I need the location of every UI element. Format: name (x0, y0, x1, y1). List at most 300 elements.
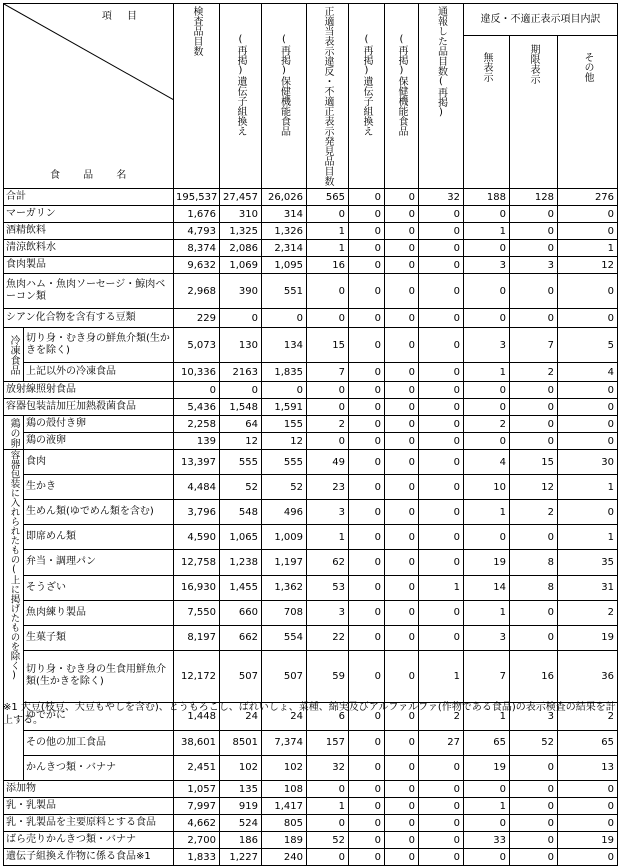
value-cell: 507 (262, 650, 307, 702)
value-cell: 1 (464, 223, 510, 240)
food-name: ゆでがに (24, 702, 174, 730)
value-cell: 0 (464, 206, 510, 223)
value-cell: 64 (220, 416, 262, 433)
table-row (4, 328, 618, 363)
value-cell: 0 (349, 832, 385, 849)
value-cell: 0 (385, 399, 419, 416)
value-cell: 0 (464, 240, 510, 257)
table-row (4, 600, 618, 625)
table-row (4, 274, 618, 309)
value-cell: 102 (220, 755, 262, 780)
breakdown-header: 違反・不適正表示項目内訳 (464, 4, 618, 36)
value-cell: 0 (385, 755, 419, 780)
value-cell: 1,448 (174, 702, 220, 730)
food-name: 容器包装詰加圧加熱殺菌食品 (4, 399, 174, 416)
col-health-header: (再掲)保健機能食品 (262, 4, 307, 189)
value-cell: 0 (385, 328, 419, 363)
value-cell: 0 (307, 433, 349, 450)
value-cell: 157 (307, 730, 349, 755)
value-cell: 13 (558, 755, 618, 780)
food-name: 切り身・むき身の鮮魚介類(生かきを除く) (24, 328, 174, 363)
value-cell: 1,095 (262, 257, 307, 274)
value-cell: 8 (510, 550, 558, 575)
value-cell: 0 (307, 309, 349, 328)
table-row (4, 781, 618, 798)
value-cell: 0 (464, 815, 510, 832)
value-cell: 35 (558, 550, 618, 575)
value-cell: 0 (419, 274, 464, 309)
table-row (4, 730, 618, 755)
value-cell: 0 (385, 815, 419, 832)
value-cell: 3 (464, 625, 510, 650)
food-name: その他の加工食品 (24, 730, 174, 755)
value-cell: 65 (558, 730, 618, 755)
value-cell: 0 (349, 849, 385, 866)
value-cell: 1 (558, 240, 618, 257)
value-cell: 102 (262, 755, 307, 780)
value-cell: 0 (385, 363, 419, 382)
value-cell: 1,833 (174, 849, 220, 866)
food-name: 魚肉ハム・魚肉ソーセージ・鯨肉ベーコン類 (4, 274, 174, 309)
table-row (4, 450, 618, 475)
table-row (4, 206, 618, 223)
value-cell: 0 (349, 815, 385, 832)
value-cell: 0 (419, 525, 464, 550)
value-cell: 135 (220, 781, 262, 798)
food-name: 乳・乳製品を主要原料とする食品 (4, 815, 174, 832)
value-cell: 19 (464, 755, 510, 780)
value-cell: 0 (349, 274, 385, 309)
value-cell: 19 (464, 550, 510, 575)
food-name: 鶏の液卵 (24, 433, 174, 450)
value-cell: 2,451 (174, 755, 220, 780)
value-cell: 0 (385, 206, 419, 223)
value-cell: 0 (307, 206, 349, 223)
col-expiry-header: 期限表示 (510, 36, 558, 189)
group-label: 冷凍食品 (8, 334, 19, 375)
value-cell: 0 (419, 600, 464, 625)
value-cell: 0 (385, 240, 419, 257)
value-cell: 155 (262, 416, 307, 433)
value-cell: 0 (262, 382, 307, 399)
value-cell: 0 (419, 781, 464, 798)
value-cell: 524 (220, 815, 262, 832)
value-cell: 5 (558, 328, 618, 363)
value-cell: 0 (510, 206, 558, 223)
value-cell: 0 (419, 382, 464, 399)
value-cell: 62 (307, 550, 349, 575)
value-cell: 314 (262, 206, 307, 223)
value-cell: 1,835 (262, 363, 307, 382)
value-cell: 27,457 (220, 189, 262, 206)
food-name: シアン化合物を含有する豆類 (4, 309, 174, 328)
value-cell: 0 (419, 832, 464, 849)
value-cell: 1 (464, 702, 510, 730)
value-cell: 2,314 (262, 240, 307, 257)
value-cell: 0 (510, 832, 558, 849)
value-cell: 0 (464, 399, 510, 416)
value-cell: 0 (349, 525, 385, 550)
value-cell: 0 (510, 781, 558, 798)
value-cell: 14 (464, 575, 510, 600)
value-cell: 1 (464, 798, 510, 815)
value-cell: 7 (464, 650, 510, 702)
table-row (4, 399, 618, 416)
value-cell: 26,026 (262, 189, 307, 206)
value-cell: 0 (558, 798, 618, 815)
value-cell: 0 (385, 189, 419, 206)
value-cell: 0 (349, 189, 385, 206)
value-cell: 0 (510, 416, 558, 433)
value-cell: 0 (307, 815, 349, 832)
value-cell: 2 (510, 500, 558, 525)
food-name: 切り身・むき身の生食用鮮魚介類(生かきを除く) (24, 650, 174, 702)
value-cell: 0 (385, 550, 419, 575)
food-name-label: 食 品 名 (50, 170, 137, 181)
value-cell: 0 (419, 257, 464, 274)
value-cell: 7,550 (174, 600, 220, 625)
total-label: 合計 (4, 189, 174, 206)
value-cell: 38,601 (174, 730, 220, 755)
header-row-1 (4, 4, 618, 36)
value-cell: 186 (220, 832, 262, 849)
food-name: 乳・乳製品 (4, 798, 174, 815)
value-cell: 195,537 (174, 189, 220, 206)
value-cell: 0 (419, 550, 464, 575)
value-cell: 0 (385, 257, 419, 274)
value-cell: 1,362 (262, 575, 307, 600)
value-cell: 0 (349, 600, 385, 625)
food-name: 食肉製品 (4, 257, 174, 274)
value-cell: 0 (349, 309, 385, 328)
food-name: 弁当・調理パン (24, 550, 174, 575)
food-name: 生かき (24, 475, 174, 500)
value-cell: 0 (349, 781, 385, 798)
value-cell: 0 (385, 600, 419, 625)
value-cell: 0 (385, 781, 419, 798)
value-cell: 0 (510, 309, 558, 328)
table-row (4, 525, 618, 550)
value-cell: 4,484 (174, 475, 220, 500)
value-cell: 7,997 (174, 798, 220, 815)
value-cell: 0 (419, 798, 464, 815)
table-row (4, 815, 618, 832)
value-cell: 0 (307, 382, 349, 399)
value-cell: 36 (558, 650, 618, 702)
col-vhealth-header: (再掲)保健機能食品 (385, 4, 419, 189)
value-cell: 1,455 (220, 575, 262, 600)
value-cell: 8,197 (174, 625, 220, 650)
table-row (4, 849, 618, 866)
value-cell: 0 (558, 274, 618, 309)
value-cell: 496 (262, 500, 307, 525)
value-cell: 0 (558, 223, 618, 240)
value-cell: 0 (385, 798, 419, 815)
value-cell: 0 (307, 399, 349, 416)
value-cell: 0 (419, 223, 464, 240)
value-cell: 2 (307, 416, 349, 433)
value-cell: 390 (220, 274, 262, 309)
value-cell: 59 (307, 650, 349, 702)
value-cell: 13,397 (174, 450, 220, 475)
value-cell: 2 (419, 702, 464, 730)
value-cell: 0 (464, 309, 510, 328)
value-cell: 0 (349, 223, 385, 240)
value-cell: 12 (220, 433, 262, 450)
value-cell: 2 (558, 702, 618, 730)
value-cell: 0 (464, 274, 510, 309)
table-row (4, 309, 618, 328)
value-cell: 0 (558, 382, 618, 399)
food-name: 放射線照射食品 (4, 382, 174, 399)
col-none-header: 無表示 (464, 36, 510, 189)
value-cell: 0 (349, 433, 385, 450)
value-cell: 0 (419, 309, 464, 328)
value-cell: 0 (558, 433, 618, 450)
value-cell: 1 (419, 575, 464, 600)
value-cell: 0 (349, 575, 385, 600)
value-cell: 5,436 (174, 399, 220, 416)
food-name: 鶏の殻付き卵 (24, 416, 174, 433)
value-cell: 2,086 (220, 240, 262, 257)
value-cell: 0 (349, 650, 385, 702)
value-cell: 240 (262, 849, 307, 866)
value-cell: 2163 (220, 363, 262, 382)
value-cell: 565 (307, 189, 349, 206)
value-cell: 1,417 (262, 798, 307, 815)
value-cell: 0 (510, 755, 558, 780)
value-cell: 0 (558, 849, 618, 866)
value-cell: 16,930 (174, 575, 220, 600)
group-label: 容器包装に入れられたもの(上に掲げたものを除く) (8, 450, 20, 681)
value-cell: 1 (464, 500, 510, 525)
value-cell: 0 (419, 500, 464, 525)
value-cell: 0 (349, 798, 385, 815)
value-cell: 1,197 (262, 550, 307, 575)
value-cell: 555 (220, 450, 262, 475)
diagonal-line (4, 4, 174, 100)
value-cell: 4 (464, 450, 510, 475)
value-cell: 0 (419, 625, 464, 650)
value-cell: 32 (307, 755, 349, 780)
table-row (4, 832, 618, 849)
table-row (4, 416, 618, 433)
value-cell: 12 (262, 433, 307, 450)
value-cell: 2 (510, 363, 558, 382)
value-cell: 1 (464, 600, 510, 625)
value-cell: 31 (558, 575, 618, 600)
value-cell: 0 (385, 382, 419, 399)
value-cell: 0 (220, 382, 262, 399)
food-name: ばら売りかんきつ類・バナナ (4, 832, 174, 849)
value-cell: 1,065 (220, 525, 262, 550)
value-cell: 1,238 (220, 550, 262, 575)
col-vgm-header: (再掲)遺伝子組換え (349, 4, 385, 189)
table-row (4, 625, 618, 650)
value-cell: 52 (510, 730, 558, 755)
value-cell: 52 (262, 475, 307, 500)
value-cell: 1,227 (220, 849, 262, 866)
value-cell: 662 (220, 625, 262, 650)
table-row (4, 257, 618, 274)
value-cell: 0 (349, 450, 385, 475)
food-name: 生めん類(ゆでめん類を含む) (24, 500, 174, 525)
table-row (4, 475, 618, 500)
value-cell: 0 (262, 309, 307, 328)
value-cell: 554 (262, 625, 307, 650)
value-cell: 16 (307, 257, 349, 274)
value-cell: 0 (349, 755, 385, 780)
table-row (4, 798, 618, 815)
value-cell: 0 (464, 382, 510, 399)
value-cell: 551 (262, 274, 307, 309)
value-cell: 2,700 (174, 832, 220, 849)
value-cell: 0 (558, 206, 618, 223)
value-cell: 0 (349, 257, 385, 274)
value-cell: 188 (464, 189, 510, 206)
value-cell: 15 (307, 328, 349, 363)
value-cell: 0 (510, 382, 558, 399)
value-cell: 0 (349, 399, 385, 416)
value-cell: 1 (307, 798, 349, 815)
value-cell: 0 (349, 328, 385, 363)
value-cell: 0 (419, 475, 464, 500)
food-name: マーガリン (4, 206, 174, 223)
table-row (4, 500, 618, 525)
value-cell: 0 (385, 650, 419, 702)
value-cell: 52 (307, 832, 349, 849)
value-cell: 65 (464, 730, 510, 755)
col-notify-header: 通報した品目数(再掲) (419, 4, 464, 189)
value-cell: 0 (510, 433, 558, 450)
value-cell: 1 (307, 240, 349, 257)
value-cell: 0 (510, 849, 558, 866)
food-name: 食肉 (24, 450, 174, 475)
value-cell: 139 (174, 433, 220, 450)
value-cell: 12 (510, 475, 558, 500)
food-name: 酒精飲料 (4, 223, 174, 240)
value-cell: 3,796 (174, 500, 220, 525)
value-cell: 0 (419, 399, 464, 416)
col-violation-header: 正適当表示違反・不適正表示発見品目数 (307, 4, 349, 189)
value-cell: 0 (558, 815, 618, 832)
value-cell: 0 (385, 416, 419, 433)
food-name: 清涼飲料水 (4, 240, 174, 257)
group-label-cell (4, 328, 24, 382)
value-cell: 0 (419, 849, 464, 866)
value-cell: 0 (419, 328, 464, 363)
food-name: 即席めん類 (24, 525, 174, 550)
value-cell: 0 (510, 525, 558, 550)
value-cell: 0 (510, 223, 558, 240)
value-cell: 3 (510, 257, 558, 274)
value-cell: 0 (419, 433, 464, 450)
value-cell: 0 (349, 240, 385, 257)
value-cell: 0 (385, 475, 419, 500)
footnote: ※1 大豆(枝豆、大豆もやしを含む)、とうもろこし、ばれいしょ、菜種、綿実及びアルファルファ(作物である食品)の表示検査の結果を計上する。 (3, 702, 616, 726)
value-cell: 0 (349, 625, 385, 650)
value-cell: 1,325 (220, 223, 262, 240)
value-cell: 0 (307, 781, 349, 798)
value-cell: 1,057 (174, 781, 220, 798)
value-cell: 8,374 (174, 240, 220, 257)
value-cell: 0 (510, 399, 558, 416)
value-cell: 16 (510, 650, 558, 702)
table-row (4, 650, 618, 702)
value-cell: 108 (262, 781, 307, 798)
value-cell: 128 (510, 189, 558, 206)
value-cell: 12 (558, 257, 618, 274)
value-cell: 5,073 (174, 328, 220, 363)
header-corner (4, 4, 174, 189)
value-cell: 15 (510, 450, 558, 475)
value-cell: 33 (464, 832, 510, 849)
value-cell: 0 (349, 500, 385, 525)
value-cell: 4 (558, 363, 618, 382)
value-cell: 0 (510, 625, 558, 650)
value-cell: 1 (307, 223, 349, 240)
value-cell: 0 (510, 600, 558, 625)
value-cell: 0 (510, 274, 558, 309)
value-cell: 0 (385, 223, 419, 240)
group-label-cell (4, 416, 24, 450)
value-cell: 0 (385, 433, 419, 450)
value-cell: 660 (220, 600, 262, 625)
value-cell: 0 (558, 309, 618, 328)
value-cell: 6 (307, 702, 349, 730)
value-cell: 0 (349, 475, 385, 500)
value-cell: 30 (558, 450, 618, 475)
value-cell: 1,009 (262, 525, 307, 550)
value-cell: 2,258 (174, 416, 220, 433)
value-cell: 189 (262, 832, 307, 849)
food-name: 上記以外の冷凍食品 (24, 363, 174, 382)
food-name: 生菓子類 (24, 625, 174, 650)
value-cell: 805 (262, 815, 307, 832)
table-row (4, 189, 618, 206)
value-cell: 0 (385, 309, 419, 328)
value-cell: 0 (419, 815, 464, 832)
value-cell: 7 (510, 328, 558, 363)
table-row (4, 550, 618, 575)
value-cell: 2 (464, 416, 510, 433)
value-cell: 0 (385, 525, 419, 550)
table-row (4, 240, 618, 257)
value-cell: 229 (174, 309, 220, 328)
value-cell: 52 (220, 475, 262, 500)
table-row (4, 755, 618, 780)
value-cell: 548 (220, 500, 262, 525)
value-cell: 507 (220, 650, 262, 702)
value-cell: 310 (220, 206, 262, 223)
value-cell: 27 (419, 730, 464, 755)
value-cell: 1 (558, 525, 618, 550)
table-row (4, 433, 618, 450)
value-cell: 1,591 (262, 399, 307, 416)
food-name: 魚肉練り製品 (24, 600, 174, 625)
value-cell: 9,632 (174, 257, 220, 274)
value-cell: 0 (510, 798, 558, 815)
value-cell: 3 (307, 500, 349, 525)
value-cell: 276 (558, 189, 618, 206)
value-cell: 0 (558, 500, 618, 525)
value-cell: 919 (220, 798, 262, 815)
value-cell: 0 (558, 416, 618, 433)
table-row (4, 382, 618, 399)
value-cell: 1,548 (220, 399, 262, 416)
value-cell: 22 (307, 625, 349, 650)
value-cell: 0 (349, 550, 385, 575)
